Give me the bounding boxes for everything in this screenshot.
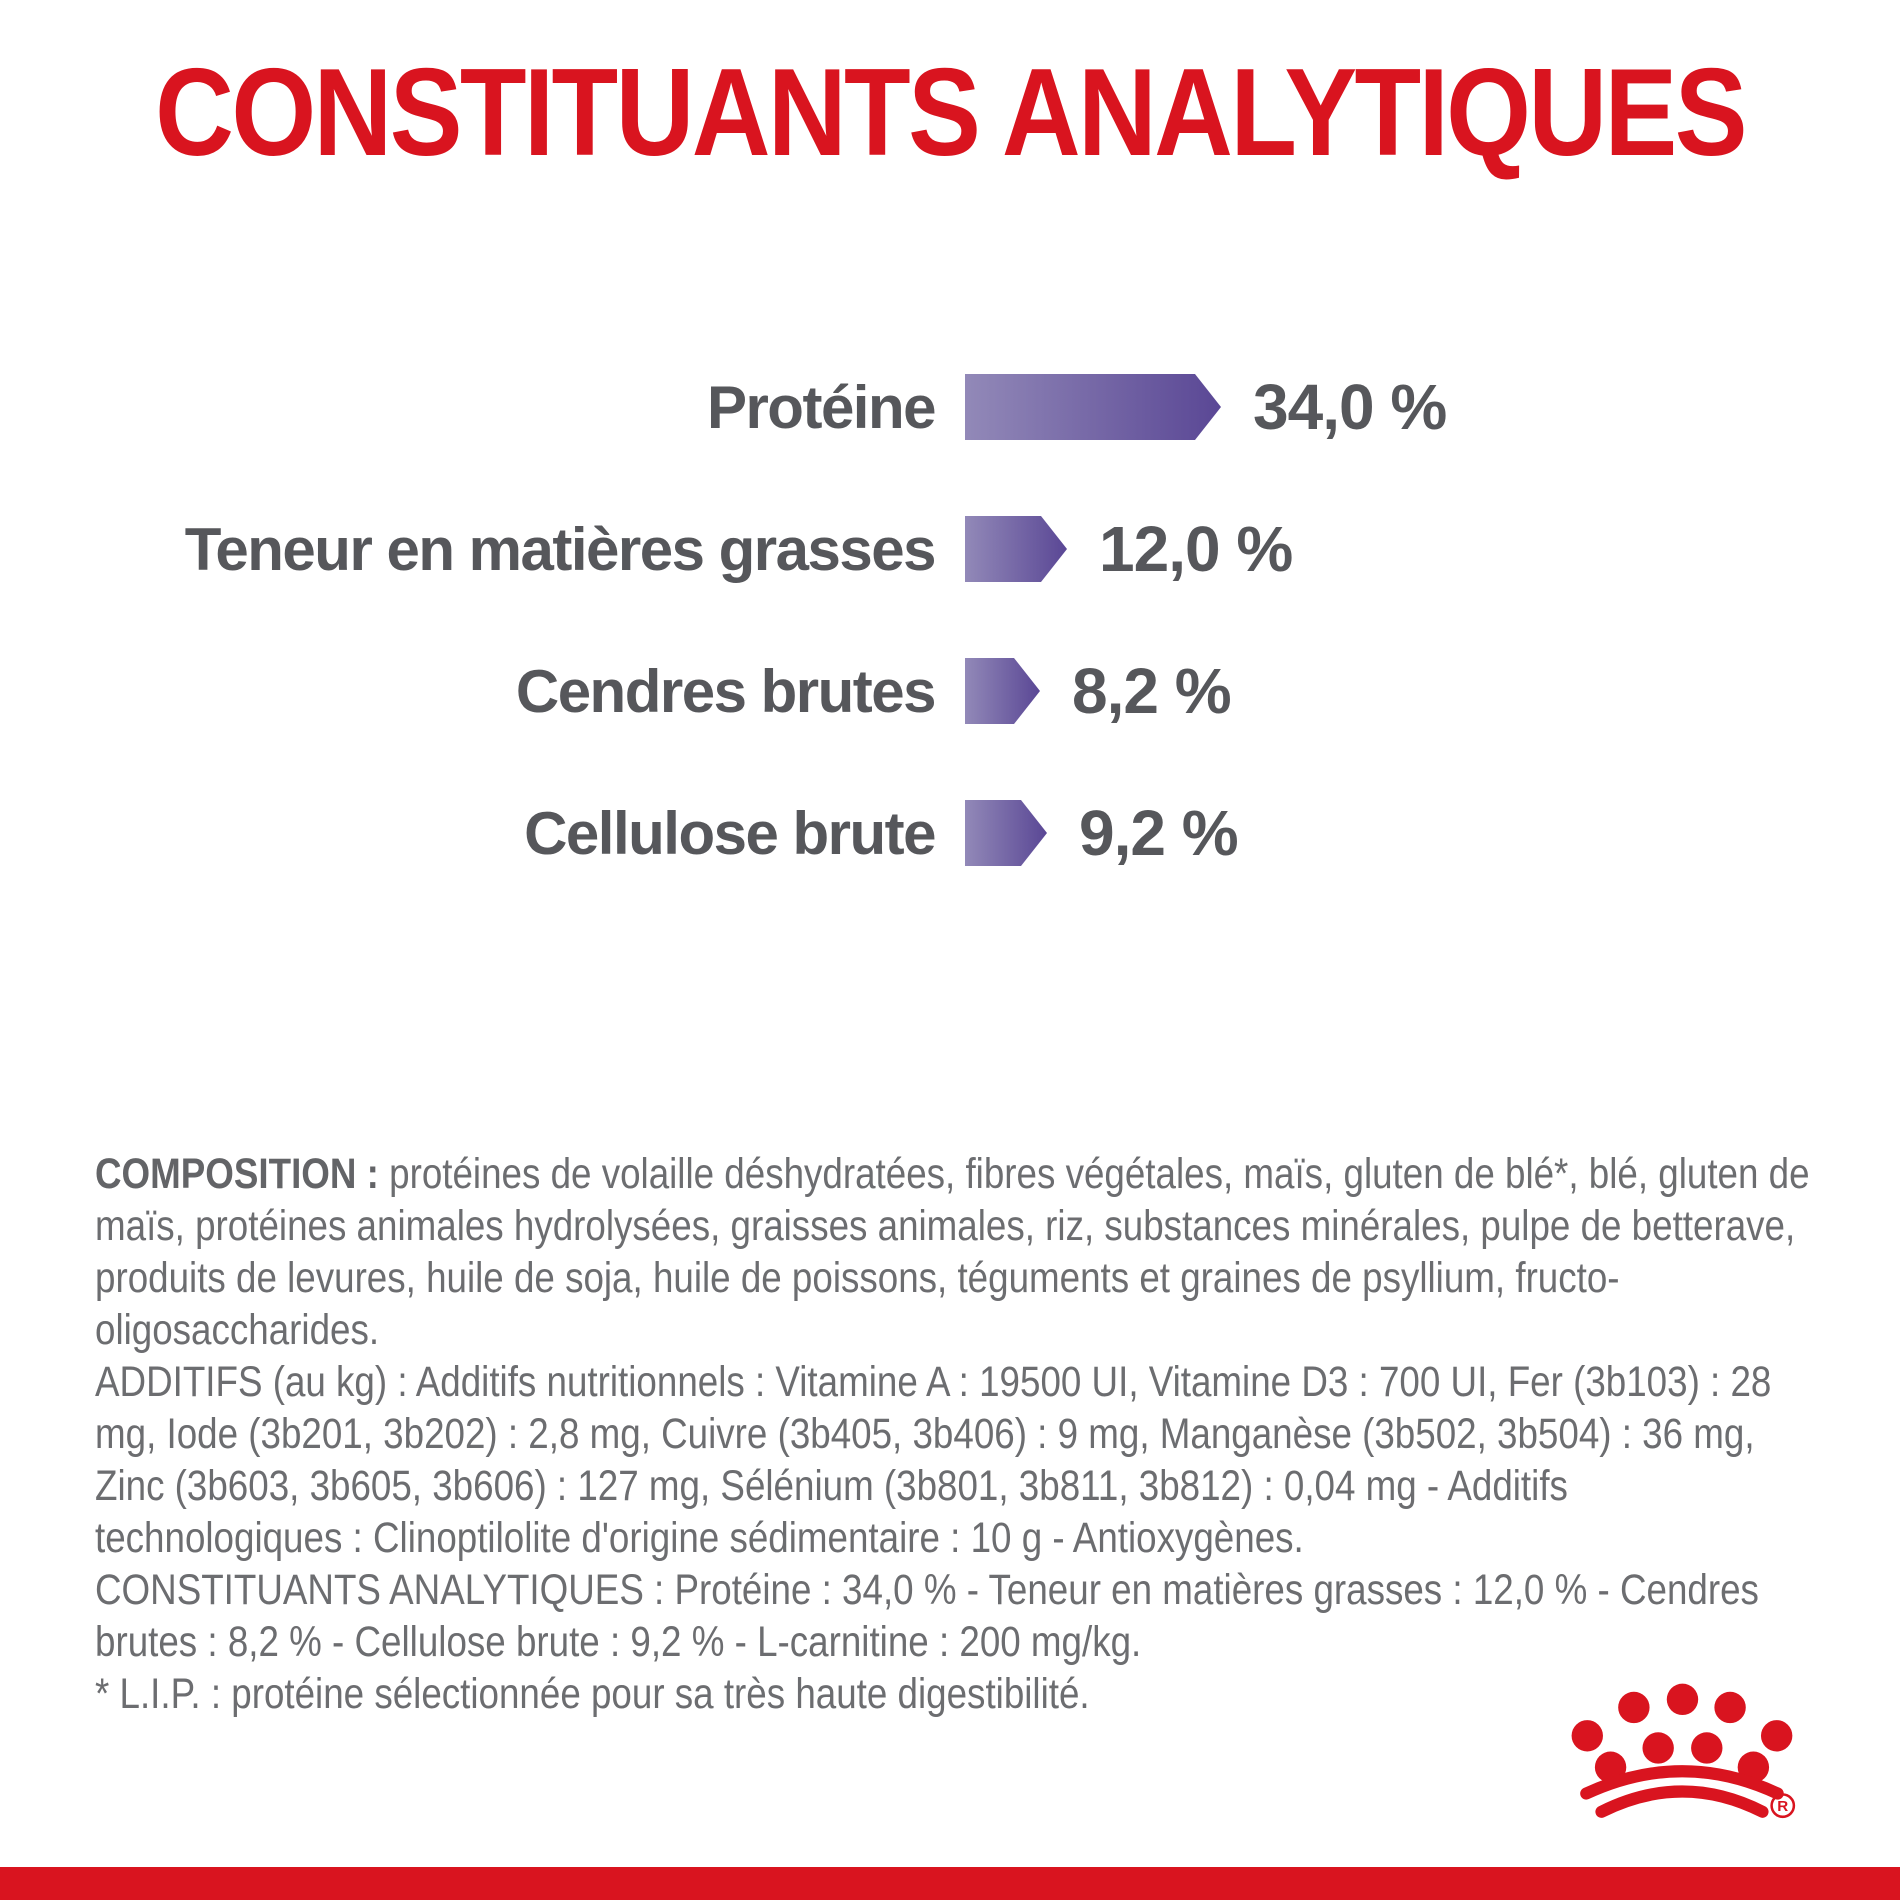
bar-value: 12,0 %	[1099, 513, 1293, 585]
composition-paragraph	[95, 1148, 1814, 1356]
bar-value: 9,2 %	[1079, 797, 1238, 869]
registered-mark-icon	[1772, 1795, 1794, 1817]
page-title: CONSTITUANTS ANALYTIQUES	[155, 44, 1745, 182]
bar-value: 8,2 %	[1072, 655, 1231, 727]
bar-arrow	[965, 800, 1047, 866]
bar-label: Cendres brutes	[515, 657, 935, 725]
composition-body: protéines de volaille déshydratées, fibres végétales, maïs, gluten de blé*, blé, gluten de maïs, protéines animales hydrolysées, graisses animales, riz, substances minérales, pulpe de betterave, produits de levures, huile de soja, huile de poissons, téguments et graines de psyllium, fructo-oligosaccharides.	[95, 1150, 1810, 1354]
bar-label: Cellulose brute	[524, 799, 935, 867]
brand-red-bar	[0, 1867, 1900, 1900]
bar-label: Protéine	[706, 373, 935, 441]
analytical-bars-chart	[95, 336, 1446, 904]
royal-canin-crown-icon	[1565, 1678, 1803, 1825]
bar-arrow	[965, 516, 1067, 582]
bar-value: 34,0 %	[1253, 371, 1447, 443]
chart-row	[95, 478, 1446, 620]
composition-heading: COMPOSITION :	[95, 1150, 379, 1198]
analytical-constituents-paragraph: CONSTITUANTS ANALYTIQUES : Protéine : 34,0 % - Teneur en matières grasses : 12,0 % - Cendres brutes : 8,2 % - Cellulose brute : 9,2 % - L-carnitine : 200 mg/kg.	[95, 1566, 1759, 1666]
chart-row	[95, 762, 1446, 904]
chart-row	[95, 336, 1446, 478]
bar-label: Teneur en matières grasses	[184, 515, 935, 583]
bar-arrow	[965, 374, 1221, 440]
svg-text:R: R	[1777, 1798, 1789, 1816]
bar-arrow	[965, 658, 1040, 724]
additives-paragraph: ADDITIFS (au kg) : Additifs nutritionnels : Vitamine A : 19500 UI, Vitamine D3 : 700 UI, Fer (3b103) : 28 mg, Iode (3b201, 3b202) : 2,8 mg, Cuivre (3b405, 3b406) : 9 mg, Manganèse (3b502, 3b504) : 36 mg, Zinc (3b603, 3b605, 3b606) : 127 mg, Sélénium (3b801, 3b811, 3b812) : 0,04 mg - Additifs technologiques : Clinoptilolite d'origine sédimentaire : 10 g - Antioxygènes.	[95, 1358, 1772, 1562]
lip-footnote: * L.I.P. : protéine sélectionnée pour sa très haute digestibilité.	[95, 1670, 1090, 1718]
label-text-block	[95, 1148, 1814, 1720]
chart-row	[95, 620, 1446, 762]
